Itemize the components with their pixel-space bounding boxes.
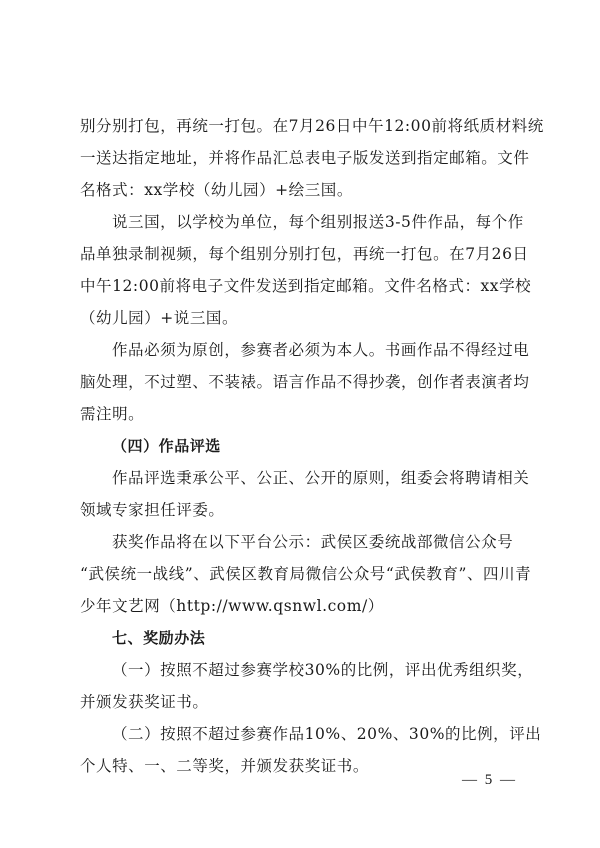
page-number: — 5 — <box>462 772 517 788</box>
text-line: “武侯统一战线”、武侯区教育局微信公众号“武侯教育”、四川青 <box>80 565 532 583</box>
text-line: 脑处理，不过塑、不装裱。语言作品不得抄袭，创作者表演者均 <box>80 373 530 391</box>
text-line: 中午12:00前将电子文件发送到指定邮箱。文件名格式：xx学校 <box>80 277 532 295</box>
section-heading: 七、奖励办法 <box>112 629 206 647</box>
text-line: 并颁发获奖证书。 <box>80 693 209 711</box>
text-line: 个人特、一、二等奖，并颁发获奖证书。 <box>80 757 369 775</box>
paragraph-start: 说三国，以学校为单位，每个组别报送3-5件作品，每个作 <box>112 213 524 231</box>
section-heading: （四）作品评选 <box>112 437 221 455</box>
text-line: 别分别打包，再统一打包。在7月26日中午12:00前将纸质材料统 <box>80 117 544 135</box>
paragraph-start: （一）按照不超过参赛学校30%的比例，评出优秀组织奖， <box>112 661 534 679</box>
text-line: 名格式：xx学校（幼儿园）+绘三国。 <box>80 181 353 199</box>
paragraph-start: 作品评选秉承公平、公正、公开的原则，组委会将聘请相关 <box>112 469 530 487</box>
paragraph-start: 作品必须为原创，参赛者必须为本人。书画作品不得经过电 <box>112 341 530 359</box>
text-line: 需注明。 <box>80 405 145 423</box>
text-line: 品单独录制视频，每个组别分别打包，再统一打包。在7月26日 <box>80 245 529 263</box>
text-line: 一送达指定地址，并将作品汇总表电子版发送到指定邮箱。文件 <box>80 149 530 167</box>
paragraph-start: 获奖作品将在以下平台公示：武侯区委统战部微信公众号 <box>112 533 514 551</box>
text-line: （幼儿园）+说三国。 <box>80 309 238 327</box>
text-line: 领域专家担任评委。 <box>80 501 225 519</box>
text-line: 少年文艺网（http://www.qsnwl.com/） <box>80 597 384 615</box>
paragraph-start: （二）按照不超过参赛作品10%、20%、30%的比例，评出 <box>112 725 542 743</box>
